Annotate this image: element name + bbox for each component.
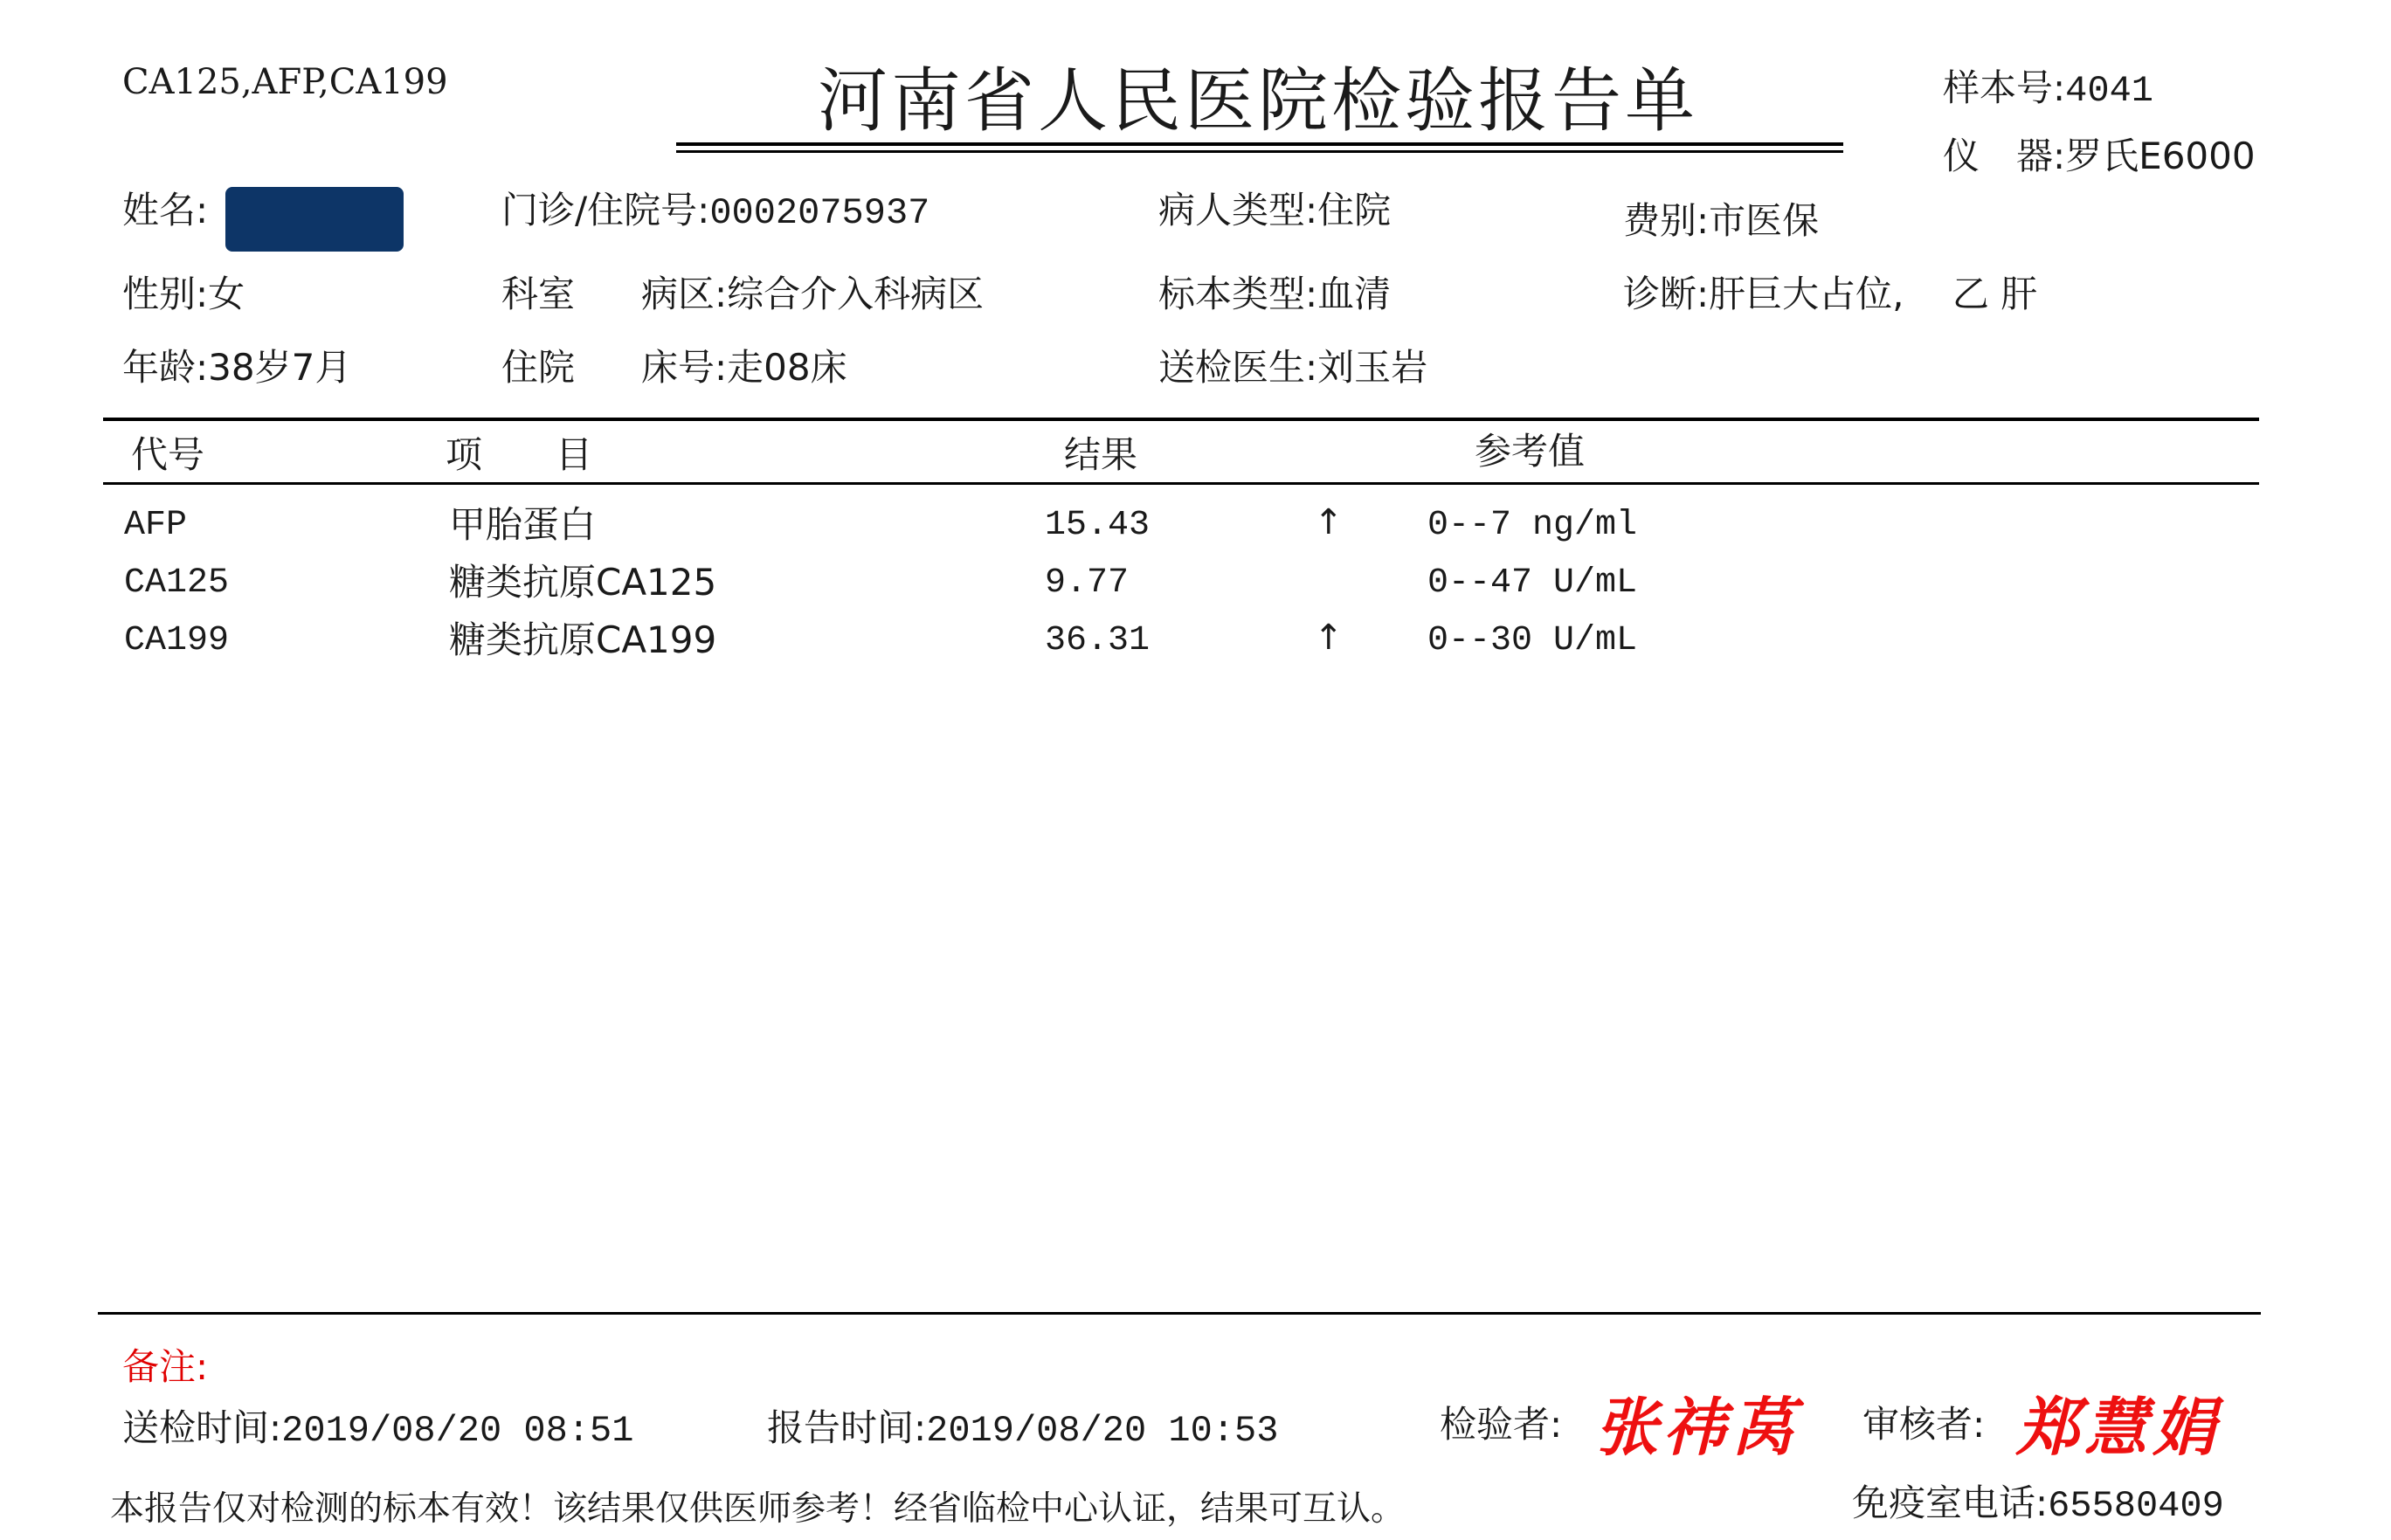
column-header-code: 代号 xyxy=(131,433,205,476)
column-header-reference: 参考值 xyxy=(1475,430,1586,473)
sex xyxy=(122,273,245,315)
ward xyxy=(641,273,985,315)
submitting-doctor-value: 刘玉岩 xyxy=(1317,346,1428,389)
tester-signature: 张祎莴 xyxy=(1595,1390,1800,1464)
remarks-label: 备注: xyxy=(122,1345,209,1388)
sex-label: 性别: xyxy=(122,273,209,315)
row-result: 15.43 xyxy=(1045,506,1151,545)
report-time xyxy=(767,1406,1279,1452)
submitting-doctor-label: 送检医生: xyxy=(1158,346,1318,389)
footer-rule xyxy=(98,1312,2261,1315)
clinic-number-label: 门诊/住院号: xyxy=(501,189,710,231)
sample-number-value: 4041 xyxy=(2065,70,2153,112)
fee-type-label: 费别: xyxy=(1623,199,1710,242)
reviewer-signature: 郑慧娟 xyxy=(2016,1390,2222,1464)
ward-value: 综合介入科病区 xyxy=(727,273,985,315)
row-result: 9.77 xyxy=(1045,563,1130,603)
specimen-type-value: 血清 xyxy=(1317,273,1392,315)
sample-number xyxy=(1943,66,2153,112)
name-label: 姓名: xyxy=(122,189,209,231)
diagnosis-value: 肝巨大占位, 乙 肝 xyxy=(1709,273,2038,315)
patient-type-value: 住院 xyxy=(1317,189,1392,231)
row-item: 糖类抗原CA199 xyxy=(449,618,717,661)
row-code: CA199 xyxy=(124,621,230,660)
instrument-value: 罗氏E6000 xyxy=(2065,135,2256,177)
row-reference: 0--47 U/mL xyxy=(1427,563,1638,603)
instrument-label: 仪 器: xyxy=(1943,135,2066,177)
table-header-rule xyxy=(103,482,2259,485)
submit-time-label: 送检时间: xyxy=(122,1406,282,1449)
instrument xyxy=(1943,135,2256,177)
clinic-number-value: 0002075937 xyxy=(709,192,930,234)
submit-time xyxy=(122,1406,634,1452)
phone-value: 65580409 xyxy=(2048,1485,2224,1527)
department-value: 住院 xyxy=(501,346,576,389)
row-reference: 0--30 U/mL xyxy=(1427,621,1638,660)
report-time-value: 2019/08/20 10:53 xyxy=(926,1410,1279,1452)
bed-number-label: 床号: xyxy=(641,346,728,389)
column-header-result: 结果 xyxy=(1064,433,1138,476)
row-high-flag: ↑ xyxy=(1314,618,1344,658)
specimen-type-label: 标本类型: xyxy=(1158,273,1318,315)
fee-type-value: 市医保 xyxy=(1709,199,1820,242)
row-item: 甲胎蛋白 xyxy=(449,503,597,546)
report-time-label: 报告时间: xyxy=(767,1406,927,1449)
row-high-flag: ↑ xyxy=(1314,502,1344,542)
diagnosis-label: 诊断: xyxy=(1623,273,1710,315)
patient-type-label: 病人类型: xyxy=(1158,189,1318,231)
immunology-phone xyxy=(1852,1481,2224,1527)
row-code: CA125 xyxy=(124,563,230,603)
sex-value: 女 xyxy=(208,273,245,315)
bed-number-value: 走08床 xyxy=(727,346,847,389)
tests-summary: CA125,AFP,CA199 xyxy=(122,62,448,102)
table-top-rule xyxy=(103,418,2259,421)
reviewer-label: 审核者: xyxy=(1862,1403,1986,1446)
column-header-item: 项 目 xyxy=(446,433,593,476)
ward-label: 病区: xyxy=(641,273,728,315)
row-code: AFP xyxy=(124,506,188,545)
sample-number-label: 样本号: xyxy=(1943,66,2066,109)
age-value: 38岁7月 xyxy=(208,346,352,389)
tester-label: 检验者: xyxy=(1440,1403,1563,1446)
clinic-number xyxy=(501,189,930,234)
title-underline-bottom xyxy=(676,150,1843,153)
age-label: 年龄: xyxy=(122,346,209,389)
submit-time-value: 2019/08/20 08:51 xyxy=(281,1410,634,1452)
phone-label: 免疫室电话: xyxy=(1852,1481,2049,1524)
hospital-report-title: 河南省人民医院检验报告单 xyxy=(818,60,1698,142)
bed-number xyxy=(641,346,847,389)
specimen-type xyxy=(1158,273,1392,315)
department-label: 科室 xyxy=(501,273,576,315)
submitting-doctor xyxy=(1158,346,1428,389)
fee-type xyxy=(1623,199,1820,242)
row-item: 糖类抗原CA125 xyxy=(449,561,717,604)
patient-type xyxy=(1158,189,1392,231)
row-result: 36.31 xyxy=(1045,621,1151,660)
name-redaction xyxy=(225,187,404,252)
disclaimer-text: 本报告仅对检测的标本有效！该结果仅供医师参考！经省临检中心认证，结果可互认。 xyxy=(110,1489,1406,1529)
title-underline-top xyxy=(676,142,1843,146)
row-reference: 0--7 ng/ml xyxy=(1427,506,1638,545)
age xyxy=(122,346,352,389)
diagnosis xyxy=(1623,273,2038,315)
